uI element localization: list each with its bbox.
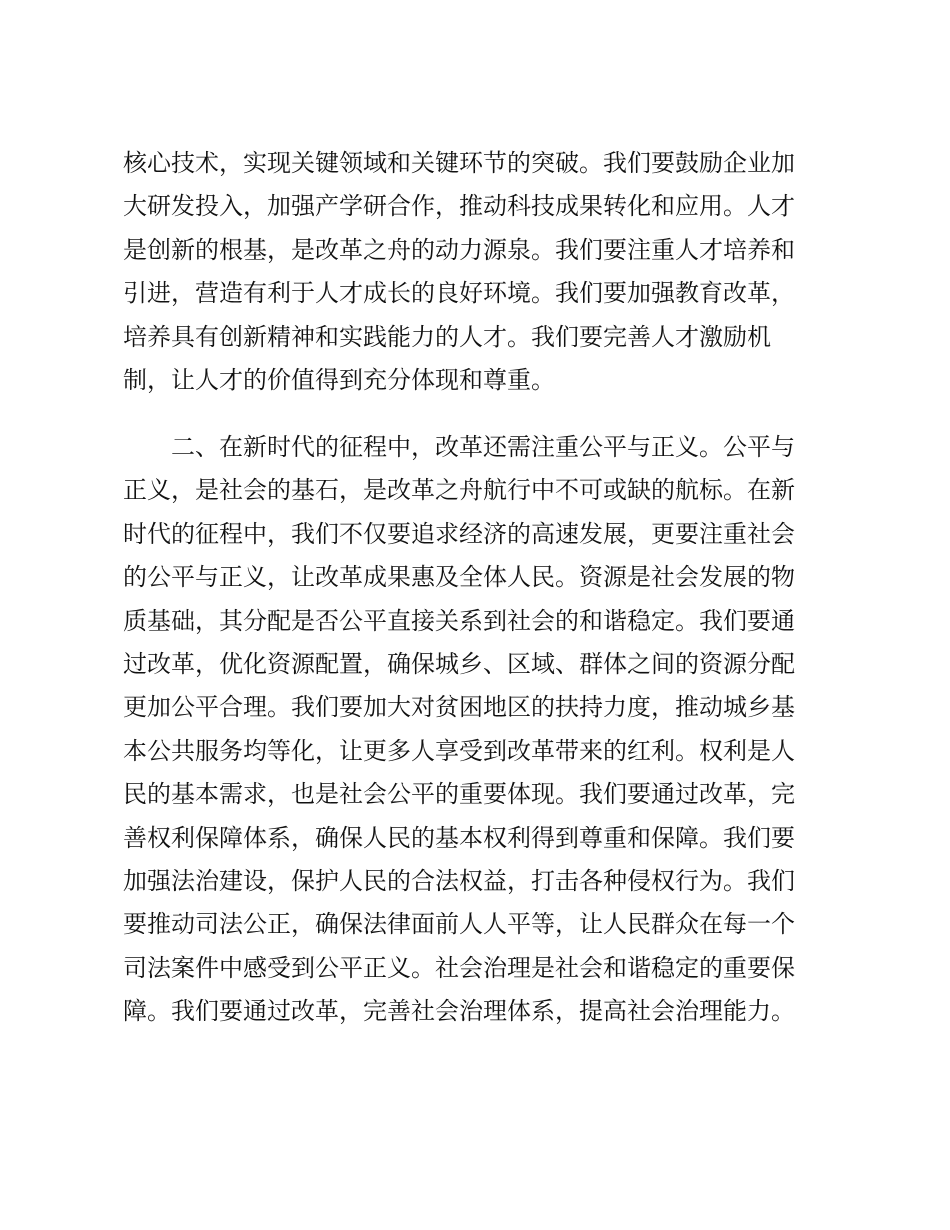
paragraph-section-two bbox=[123, 426, 833, 1033]
text-line: 培养具有创新精神和实践能力的人才。我们要完善人才激励机 bbox=[123, 322, 771, 351]
text-line: 质基础，其分配是否公平直接关系到社会的和谐稳定。我们要通 bbox=[123, 606, 795, 635]
text-line: 要推动司法公正，确保法律面前人人平等，让人民群众在每一个 bbox=[123, 910, 795, 939]
text-line: 司法案件中感受到公平正义。社会治理是社会和谐稳定的重要保 bbox=[123, 953, 795, 982]
text-line: 制，让人才的价值得到充分体现和尊重。 bbox=[123, 365, 555, 394]
text-line: 大研发投入，加强产学研合作，推动科技成果转化和应用。人才 bbox=[123, 192, 795, 221]
paragraph-continuation bbox=[123, 142, 833, 402]
text-line: 引进，营造有利于人才成长的良好环境。我们要加强教育改革， bbox=[123, 279, 795, 308]
text-line: 二、在新时代的征程中，改革还需注重公平与正义。公平与 bbox=[123, 433, 795, 461]
text-line: 障。我们要通过改革，完善社会治理体系，提高社会治理能力。 bbox=[123, 997, 795, 1026]
text-line: 加强法治建设，保护人民的合法权益，打击各种侵权行为。我们 bbox=[123, 866, 795, 895]
text-line: 民的基本需求，也是社会公平的重要体现。我们要通过改革，完 bbox=[123, 780, 795, 809]
text-line: 更加公平合理。我们要加大对贫困地区的扶持力度，推动城乡基 bbox=[123, 693, 795, 722]
text-line: 正义，是社会的基石，是改革之舟航行中不可或缺的航标。在新 bbox=[123, 476, 795, 505]
text-line: 本公共服务均等化，让更多人享受到改革带来的红利。权利是人 bbox=[123, 736, 795, 765]
text-line: 时代的征程中，我们不仅要追求经济的高速发展，更要注重社会 bbox=[123, 519, 795, 548]
text-line: 的公平与正义，让改革成果惠及全体人民。资源是社会发展的物 bbox=[123, 563, 795, 592]
text-line: 是创新的根基，是改革之舟的动力源泉。我们要注重人才培养和 bbox=[123, 235, 795, 264]
text-line: 过改革，优化资源配置，确保城乡、区域、群体之间的资源分配 bbox=[123, 649, 795, 678]
text-line: 善权利保障体系，确保人民的基本权利得到尊重和保障。我们要 bbox=[123, 823, 795, 852]
text-line: 核心技术，实现关键领域和关键环节的突破。我们要鼓励企业加 bbox=[123, 149, 795, 177]
